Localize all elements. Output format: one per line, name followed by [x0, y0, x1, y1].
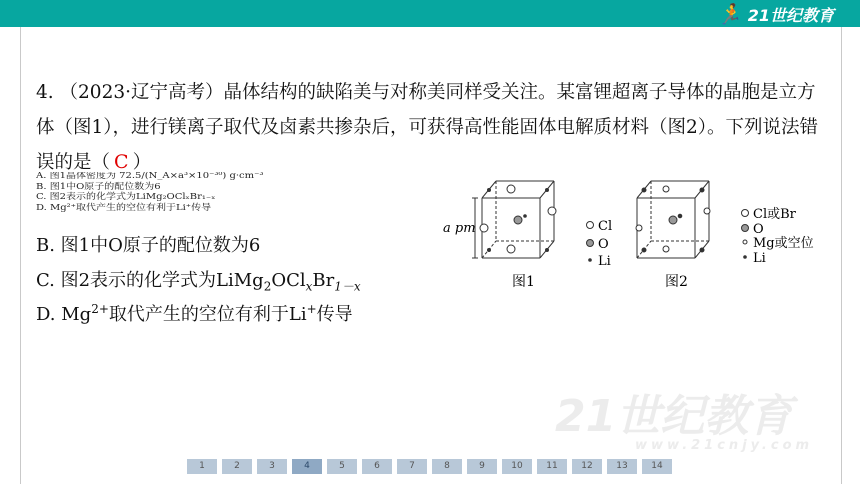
- question-close: ）: [132, 152, 152, 173]
- watermark: 21世纪教育 www.21cnjy.com: [555, 391, 814, 453]
- option-c: C. 图2表示的化学式为$LiMg_2OCl_xBr_{1-x}$: [36, 270, 361, 294]
- page-5[interactable]: 5: [327, 459, 357, 474]
- page-2[interactable]: 2: [222, 459, 252, 474]
- option-b-small: B. 图1中O原子的配位数为6: [36, 181, 161, 191]
- page-10[interactable]: 10: [502, 459, 532, 474]
- page-11[interactable]: 11: [537, 459, 567, 474]
- answer-mark: C: [114, 151, 129, 173]
- legend1-o: O: [598, 237, 609, 252]
- option-a-line: A. 图1晶体密度为 72.5/(N_A×a³×10⁻³⁰) g·cm⁻³: [36, 172, 264, 181]
- page-6[interactable]: 6: [362, 459, 392, 474]
- page-8[interactable]: 8: [432, 459, 462, 474]
- edge-label: a pm: [443, 221, 476, 236]
- option-c-small: C. 图2表示的化学式为LiMg₂OClₓBr₁₋ₓ: [36, 192, 216, 202]
- page-3[interactable]: 3: [257, 459, 287, 474]
- brand-logo: 🏃 21世纪教育: [717, 2, 834, 26]
- option-b: B. 图1中O原子的配位数为6: [36, 235, 261, 256]
- page-7[interactable]: 7: [397, 459, 427, 474]
- page-1[interactable]: 1: [187, 459, 217, 474]
- crystal-figure: [440, 168, 840, 298]
- page-12[interactable]: 12: [572, 459, 602, 474]
- page-13[interactable]: 13: [607, 459, 637, 474]
- atoms-1: [480, 185, 556, 253]
- fig2-caption: 图2: [665, 274, 688, 290]
- page-14[interactable]: 14: [642, 459, 672, 474]
- legend2-o: O: [753, 222, 764, 237]
- legend1-cl: Cl: [598, 219, 613, 234]
- legend1-li: Li: [598, 254, 611, 269]
- question-text: [36, 75, 826, 180]
- fig1-caption: 图1: [512, 274, 535, 290]
- legend2-clbr: Cl或Br: [753, 207, 796, 222]
- cube-2: [636, 181, 710, 258]
- legend2-mg: Mg或空位: [753, 236, 814, 251]
- pagination: [187, 459, 677, 474]
- option-d-small: D. Mg²⁺取代产生的空位有利于Li⁺传导: [36, 202, 212, 212]
- page-9[interactable]: 9: [467, 459, 497, 474]
- option-a-cropped: [36, 172, 416, 216]
- question-intro: 4. （2023·辽宁高考）晶体结构的缺陷美与对称美同样受关注。某富锂超离子导体的晶胞是立方体（图1），进行镁离子取代及卤素共掺杂后，可获得高性能固体电解质材料（图2）。下列说法错误的是（: [36, 82, 819, 173]
- legend2-li: Li: [753, 251, 766, 266]
- top-bar: [0, 0, 860, 27]
- option-d: D. $Mg^{2+}$取代产生的空位有利于Li+传导: [36, 302, 353, 325]
- page-4[interactable]: 4: [292, 459, 322, 474]
